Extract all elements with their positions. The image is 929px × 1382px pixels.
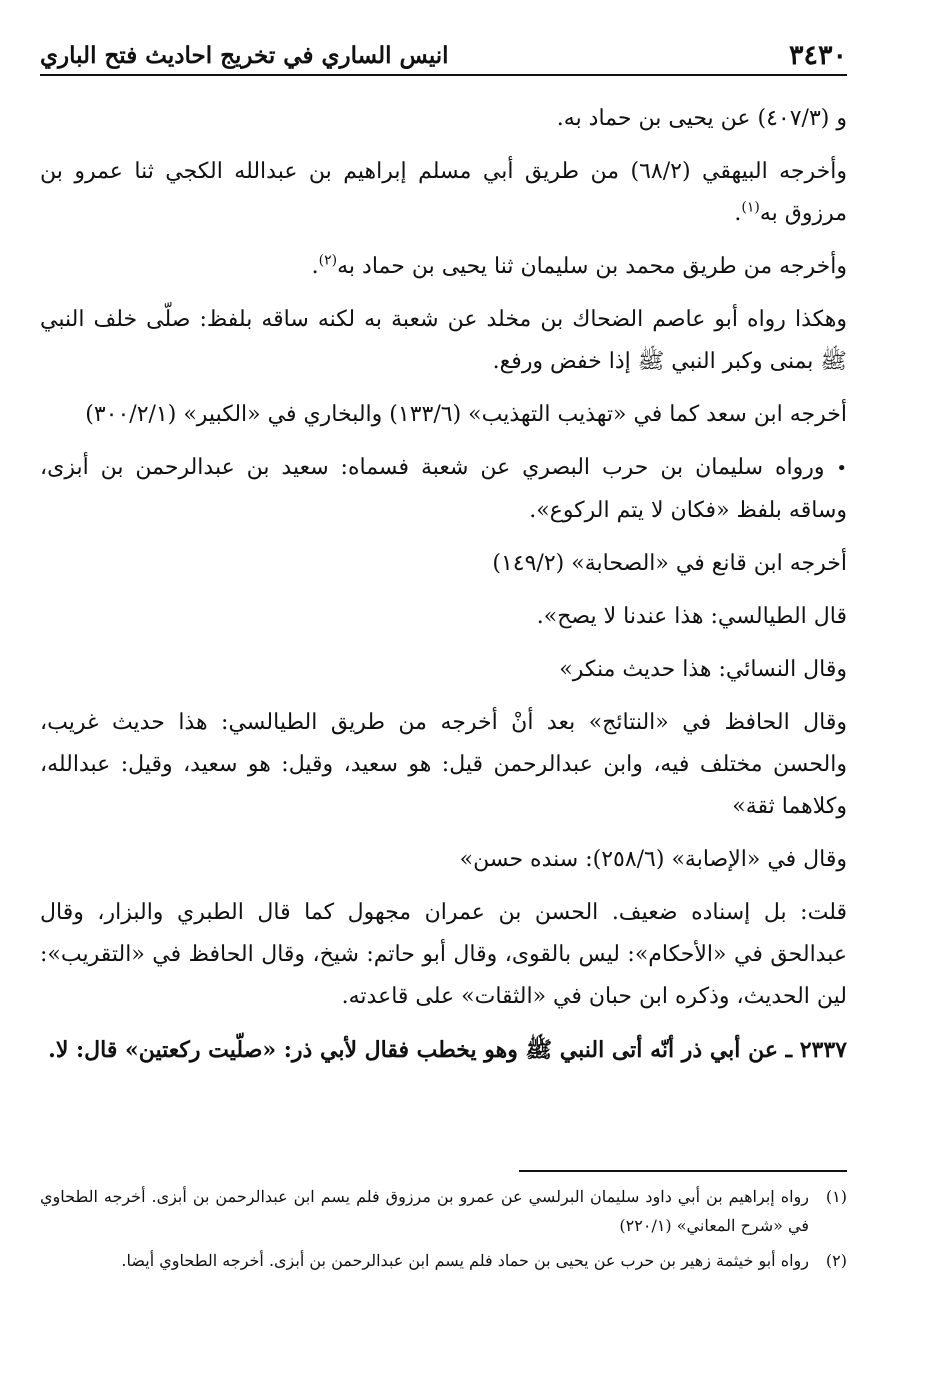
hadith-text: ـ عن أبي ذر أنّه أتى النبي ﷺ وهو يخطب فقال لأبي ذر: «صلّيت ركعتين» قال: لا. xyxy=(48,1037,793,1063)
paragraph: و (٤٠٧/٣) عن يحيى بن حماد به. xyxy=(556,106,847,131)
footnote xyxy=(40,1246,847,1275)
paragraph: أخرجه ابن قانع في «الصحابة» (١٤٩/٢) xyxy=(492,551,847,576)
footnote-marker: (١) xyxy=(825,1187,847,1206)
hadith-entry xyxy=(40,1029,847,1071)
running-title: انيس الساري في تخريج احاديث فتح الباري xyxy=(40,42,449,69)
footnote-separator xyxy=(519,1170,847,1172)
paragraph: وقال النسائي: هذا حديث منكر» xyxy=(559,657,847,682)
paragraph: قال الطيالسي: هذا عندنا لا يصح». xyxy=(536,604,847,629)
paragraph: وأخرجه البيهقي (٦٨/٢) من طريق أبي مسلم إبراهيم بن عبدالله الكجي ثنا عمرو بن مرزوق به$^{(١)}$. xyxy=(40,159,848,226)
paragraph: • ورواه سليمان بن حرب البصري عن شعبة فسماه: سعيد بن عبدالرحمن بن أبزى، وساقه بلفظ «فكان لا يتم الركوع». xyxy=(40,455,847,523)
paragraph: وأخرجه من طريق محمد بن سليمان ثنا يحيى بن حماد به$^{(٢)}$. xyxy=(311,252,847,279)
hadith-number: ٢٣٣٧ xyxy=(799,1037,847,1063)
footnote-text: رواه إبراهيم بن أبي داود سليمان البرلسي عن عمرو بن مرزوق فلم يسم ابن عبدالرحمن بن أبزى. أخرجه الطحاوي في «شرح المعاني» (٢٢٠/١) xyxy=(40,1187,809,1235)
paragraph: أخرجه ابن سعد كما في «تهذيب التهذيب» (١٣٣/٦) والبخاري في «الكبير» (٣٠٠/٢/١) xyxy=(85,402,847,427)
footnote-ref[interactable]: (١) xyxy=(741,199,760,216)
paragraph: قلت: بل إسناده ضعيف. الحسن بن عمران مجهول كما قال الطبري والبزار، وقال عبدالحق في «الأحكام»: ليس بالقوى، وقال أبو حاتم: شيخ، وقال الحافظ في «التقريب»: لين الحديث، وذكره ابن حبان في «الثقات» على قاعدته. xyxy=(40,900,847,1009)
paragraph: وقال في «الإصابة» (٢٥٨/٦): سنده حسن» xyxy=(459,847,847,872)
main-text xyxy=(40,98,847,1082)
footnote-ref[interactable]: (٢) xyxy=(318,252,338,269)
paragraph: وهكذا رواه أبو عاصم الضحاك بن مخلد عن شعبة به لكنه ساقه بلفظ: صلّى خلف النبي ﷺ بمنى وكبر النبي ﷺ إذا خفض ورفع. xyxy=(40,307,847,374)
footnote-text: رواه أبو خيثمة زهير بن حرب عن يحيى بن حماد فلم يسم ابن عبدالرحمن بن أبزى. أخرجه الطحاوي أيضا. xyxy=(121,1251,809,1270)
page-header xyxy=(40,38,847,76)
paragraph: وقال الحافظ في «النتائج» بعد أنْ أخرجه من طريق الطيالسي: هذا حديث غريب، والحسن مختلف فيه، وابن عبدالرحمن قيل: هو سعيد، وقيل: هو سعيد، وقيل: عبدالله، وكلاهما ثقة» xyxy=(40,710,847,819)
bullet-icon: • xyxy=(836,458,847,479)
footnotes xyxy=(40,1182,847,1281)
footnote xyxy=(40,1182,847,1240)
footnote-marker: (٢) xyxy=(825,1251,847,1270)
page-number: ٣٤٣٠ xyxy=(788,40,847,71)
